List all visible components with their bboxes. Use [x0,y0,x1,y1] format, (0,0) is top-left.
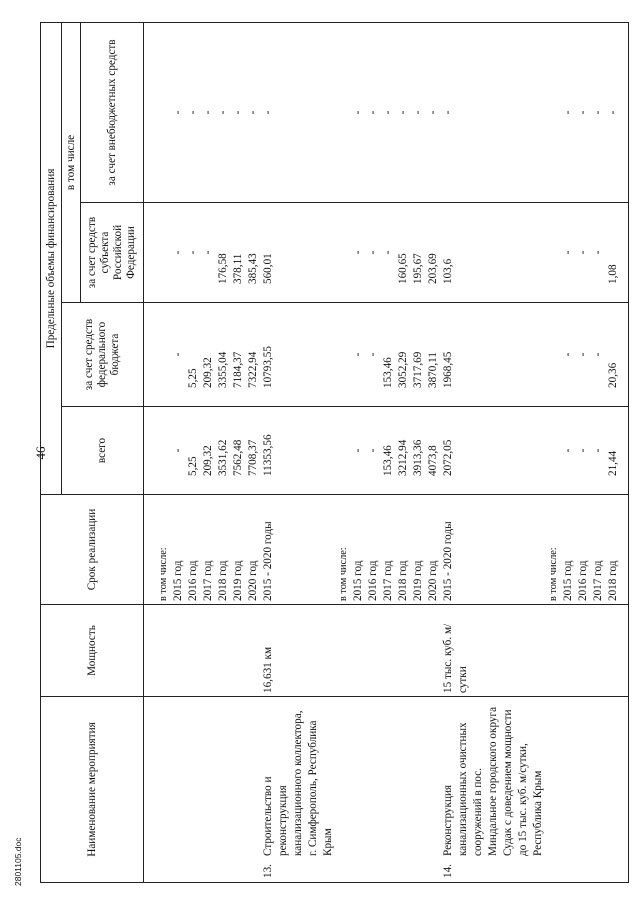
cell-regional: - [201,202,216,302]
cell-name [606,696,629,882]
table-row [561,22,576,882]
table-row [576,22,591,882]
cell-federal: 1968,45 [441,302,546,406]
cell-capacity [366,604,381,696]
cell-capacity [591,604,606,696]
table-row [591,22,606,882]
cell-extra: - [261,22,336,202]
cell-extra: - [216,22,231,202]
cell-regional [156,202,171,302]
header-regional: за счет средств субъекта Российской Федерации [81,202,144,302]
cell-federal: - [576,302,591,406]
cell-capacity [606,604,629,696]
cell-extra: - [231,22,246,202]
header-capacity: Мощность [41,604,144,696]
page-number: 46 [33,446,48,460]
cell-regional: - [351,202,366,302]
cell-capacity [381,604,396,696]
table-row [396,22,411,882]
cell-name [426,696,441,882]
cell-period: 2020 год [246,494,261,604]
cell-period: 2015 год [171,494,186,604]
cell-total: 21,44 [606,406,629,494]
header-period: Срок реализации [41,494,144,604]
cell-total: 5,25 [186,406,201,494]
cell-period: в том числе: [156,494,171,604]
cell-extra: - [606,22,629,202]
cell-name [156,696,171,882]
cell-period: 2018 год [396,494,411,604]
table-row [606,22,629,882]
cell-total: - [351,406,366,494]
item-name: Строительство и реконструкция канализационного коллектора, г. Симферополь, Республика Крым [262,710,334,856]
cell-capacity [156,604,171,696]
cell-extra: - [366,22,381,202]
cell-extra: - [246,22,261,202]
cell-capacity [246,604,261,696]
cell-regional: - [171,202,186,302]
cell-regional: 176,58 [216,202,231,302]
cell-extra: - [411,22,426,202]
cell-extra: - [186,22,201,202]
table-row [441,22,546,882]
table-row [336,22,351,882]
cell-extra: - [381,22,396,202]
cell-federal: - [171,302,186,406]
cell-regional [336,202,351,302]
item-number: 14. [442,863,454,878]
cell-extra: - [561,22,576,202]
cell-capacity: 15 тыс. куб. м/сутки [441,604,546,696]
cell-name [396,696,411,882]
table-row [246,22,261,882]
cell-name [336,696,351,882]
header-total: всего [62,406,144,494]
cell-capacity: 16,631 км [261,604,336,696]
cell-total: 3913,36 [411,406,426,494]
cell-capacity [411,604,426,696]
cell-capacity [231,604,246,696]
table-row [426,22,441,882]
header-financing: Предельные объемы финансирования [41,22,62,494]
cell-regional: 378,11 [231,202,246,302]
cell-name [231,696,246,882]
cell-name [561,696,576,882]
cell-name [216,696,231,882]
cell-capacity [561,604,576,696]
cell-total: 153,46 [381,406,396,494]
table-row [351,22,366,882]
cell-federal: - [591,302,606,406]
cell-period: 2015 год [351,494,366,604]
cell-period: 2016 год [366,494,381,604]
cell-federal: 3052,29 [396,302,411,406]
table-row [201,22,216,882]
cell-period: 2015 год [561,494,576,604]
cell-period: 2015 - 2020 годы [441,494,546,604]
document-code: 2801105.doc [13,837,23,886]
cell-name [171,696,186,882]
cell-name [186,696,201,882]
cell-total [546,406,561,494]
cell-federal: - [561,302,576,406]
header-extra: за счет внебюджетных средств [81,22,144,202]
cell-regional: 560,01 [261,202,336,302]
cell-name [441,696,546,882]
cell-name [351,696,366,882]
cell-total [156,406,171,494]
cell-total: 3531,62 [216,406,231,494]
cell-extra [336,22,351,202]
cell-total: - [576,406,591,494]
cell-regional: - [561,202,576,302]
cell-total [336,406,351,494]
table-row [261,22,336,882]
item-number: 13. [262,863,274,878]
cell-name [591,696,606,882]
table-row [411,22,426,882]
cell-regional: 195,67 [411,202,426,302]
cell-period: в том числе: [336,494,351,604]
cell-total: 7562,48 [231,406,246,494]
cell-capacity [201,604,216,696]
header-including: в том числе [62,22,81,302]
table-row [171,22,186,882]
cell-federal [156,302,171,406]
cell-capacity [576,604,591,696]
cell-federal: 10793,55 [261,302,336,406]
cell-total: 2072,05 [441,406,546,494]
item-name: Реконструкция канализационных очистных сооружений в пос. Миндальное городского округа Судак с доведением мощности до 15 тыс. куб. м/сутки, Республика Крым [442,706,544,856]
cell-period: 2020 год [426,494,441,604]
cell-regional: - [366,202,381,302]
cell-period: 2017 год [201,494,216,604]
cell-capacity [396,604,411,696]
cell-extra: - [201,22,216,202]
cell-period: 2019 год [411,494,426,604]
cell-name [411,696,426,882]
cell-name [546,696,561,882]
cell-extra: - [591,22,606,202]
cell-regional: 203,69 [426,202,441,302]
rotated-table-page [40,23,619,883]
cell-extra: - [426,22,441,202]
cell-total: - [366,406,381,494]
table-row [546,22,561,882]
cell-period: 2018 год [606,494,629,604]
cell-capacity [216,604,231,696]
cell-extra: - [441,22,546,202]
cell-total: - [171,406,186,494]
cell-federal: 7322,94 [246,302,261,406]
table-row [381,22,396,882]
cell-federal [546,302,561,406]
table-header [41,22,144,882]
cell-federal: 3870,11 [426,302,441,406]
cell-regional: - [381,202,396,302]
cell-capacity [186,604,201,696]
cell-extra [546,22,561,202]
cell-extra: - [396,22,411,202]
cell-regional: 385,43 [246,202,261,302]
cell-name [576,696,591,882]
cell-name [366,696,381,882]
cell-period: 2017 год [381,494,396,604]
cell-regional: - [591,202,606,302]
cell-extra: - [351,22,366,202]
cell-total: 209,32 [201,406,216,494]
cell-period: 2016 год [186,494,201,604]
table-row [366,22,381,882]
cell-federal: - [351,302,366,406]
cell-federal: 7184,37 [231,302,246,406]
cell-period: 2016 год [576,494,591,604]
cell-total: 3212,94 [396,406,411,494]
cell-name [246,696,261,882]
header-federal: за счет средств федерального бюджета [62,302,144,406]
cell-regional: 160,65 [396,202,411,302]
header-name: Наименование мероприятия [41,696,144,882]
cell-extra: - [171,22,186,202]
cell-capacity [546,604,561,696]
cell-period: в том числе: [546,494,561,604]
cell-federal: 20,36 [606,302,629,406]
table-row [186,22,201,882]
cell-extra: - [576,22,591,202]
cell-total: - [591,406,606,494]
cell-capacity [171,604,186,696]
table-row [231,22,246,882]
cell-regional [546,202,561,302]
cell-period: 2018 год [216,494,231,604]
cell-period: 2017 год [591,494,606,604]
cell-total: 11353,56 [261,406,336,494]
cell-total: - [561,406,576,494]
cell-regional: - [186,202,201,302]
cell-federal: 3717,69 [411,302,426,406]
cell-federal: 209,32 [201,302,216,406]
cell-federal: 5,25 [186,302,201,406]
cell-capacity [426,604,441,696]
table-row [156,22,171,882]
cell-capacity [351,604,366,696]
cell-period: 2019 год [231,494,246,604]
table-body [144,22,629,882]
cell-federal: - [366,302,381,406]
cell-name [381,696,396,882]
cell-period: 2015 - 2020 годы [261,494,336,604]
table-row [216,22,231,882]
cell-federal [336,302,351,406]
cell-federal: 3355,04 [216,302,231,406]
financing-table [40,21,629,882]
cell-regional: 103,6 [441,202,546,302]
cell-total: 7708,37 [246,406,261,494]
cell-extra [156,22,171,202]
cell-regional: 1,08 [606,202,629,302]
cell-name [261,696,336,882]
cell-total: 4073,8 [426,406,441,494]
cell-regional: - [576,202,591,302]
cell-capacity [336,604,351,696]
cell-name [201,696,216,882]
cell-federal: 153,46 [381,302,396,406]
